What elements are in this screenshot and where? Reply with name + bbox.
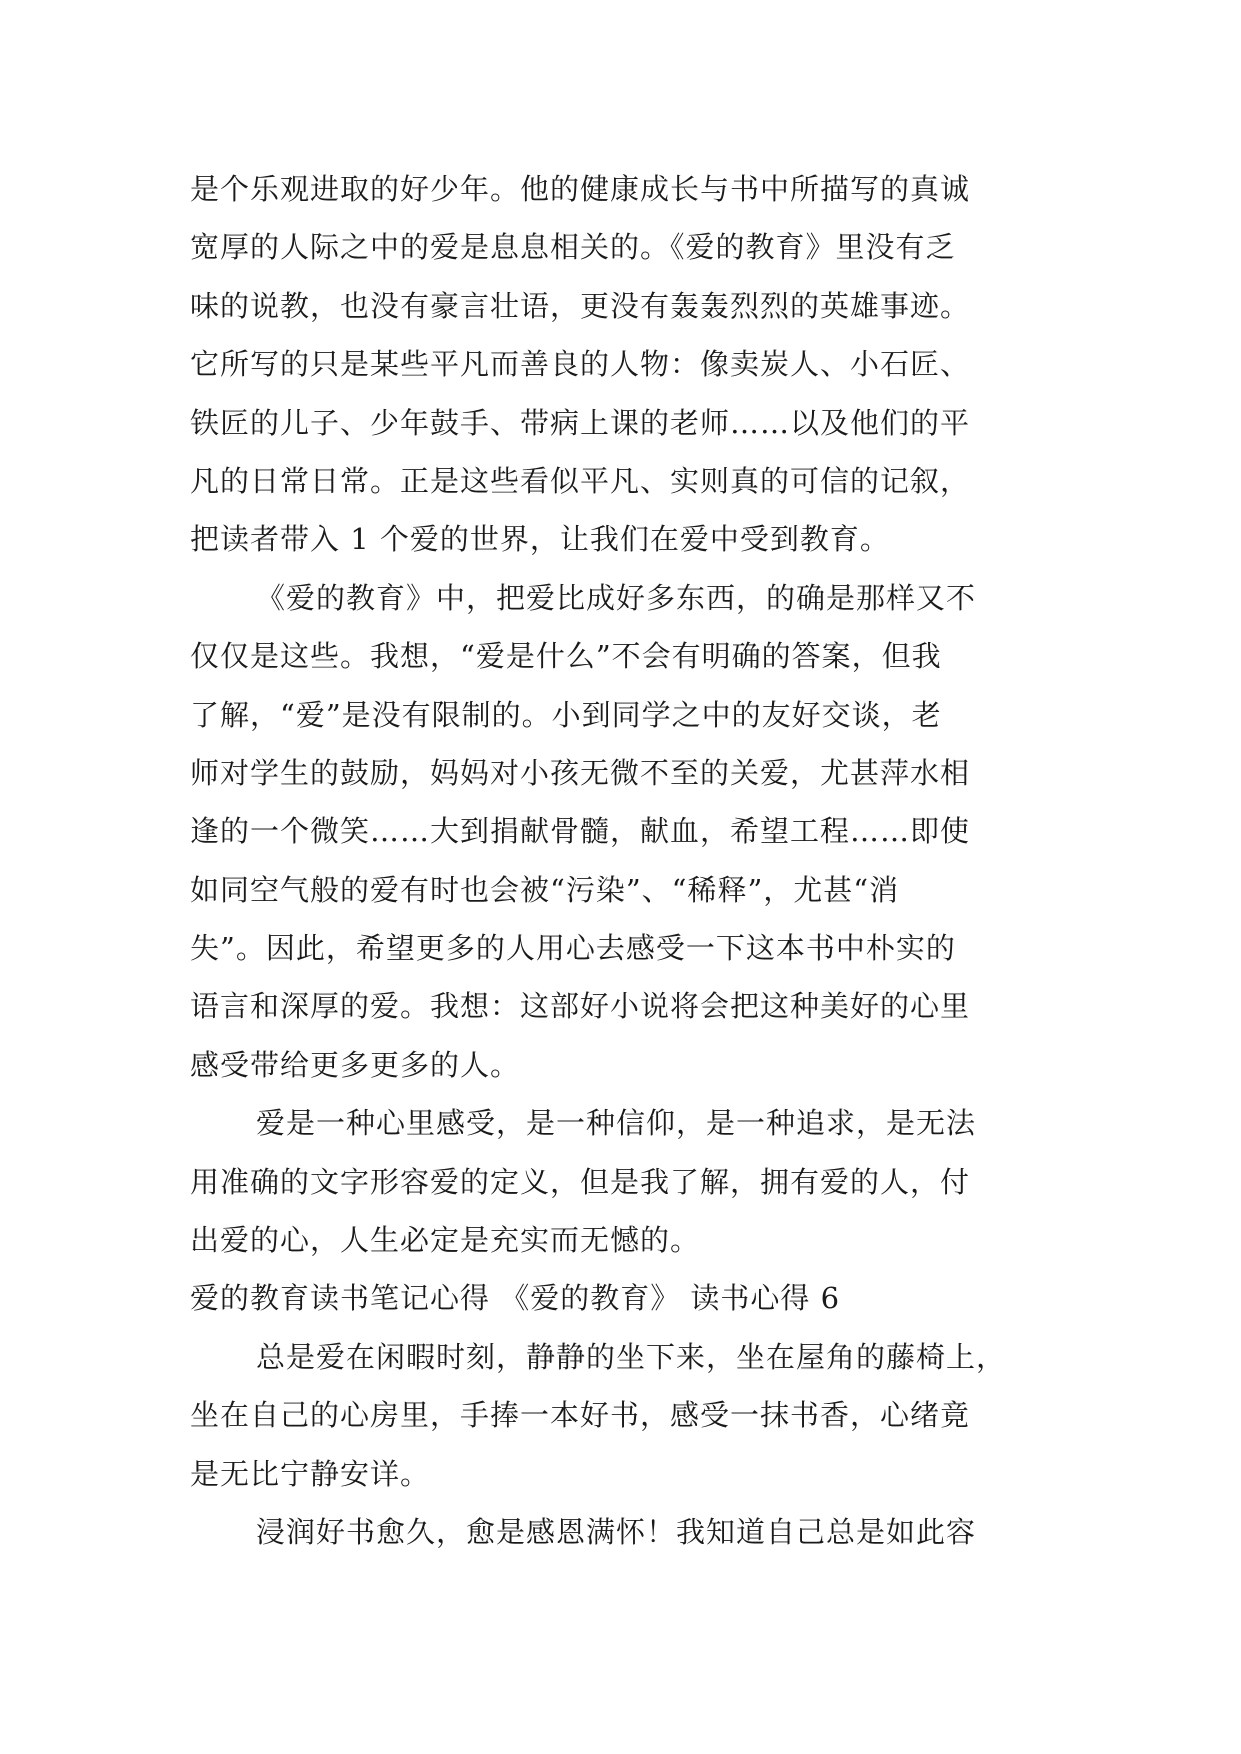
document-body: [190, 160, 1060, 1561]
text-line: 了解，“爱”是没有限制的。小到同学之中的友好交谈，老: [190, 697, 942, 732]
text-line: 师对学生的鼓励，妈妈对小孩无微不至的关爱，尤甚萍水相: [190, 755, 971, 790]
text-line: 如同空气般的爱有时也会被“污染”、“稀释”，尤甚“消: [190, 872, 900, 907]
text-line: 出爱的心，人生必定是充实而无憾的。: [190, 1223, 701, 1258]
text-line: 把读者带入 1 个爱的世界，让我们在爱中受到教育。: [190, 522, 890, 557]
paragraph-first-line: 浸润好书愈久，愈是感恩满怀！我知道自己总是如此容: [256, 1514, 977, 1549]
text-line: 味的说教，也没有豪言壮语，更没有轰轰烈烈的英雄事迹。: [190, 288, 971, 323]
text-line: 宽厚的人际之中的爱是息息相关的。《爱的教育》里没有乏: [190, 230, 956, 265]
text-line: 铁匠的儿子、少年鼓手、带病上课的老师……以及他们的平: [190, 405, 971, 440]
text-line: 仅仅是这些。我想，“爱是什么”不会有明确的答案，但我: [190, 639, 942, 674]
text-line: 逢的一个微笑……大到捐献骨髓，献血，希望工程……即使: [190, 814, 971, 849]
text-line: 感受带给更多更多的人。: [190, 1047, 521, 1082]
paragraph-first-line: 总是爱在闲暇时刻，静静的坐下来，坐在屋角的藤椅上，: [256, 1339, 1007, 1374]
text-line: 语言和深厚的爱。我想：这部好小说将会把这种美好的心里: [190, 989, 971, 1024]
text-line: 凡的日常日常。正是这些看似平凡、实则真的可信的记叙，: [190, 463, 971, 498]
section-heading: 爱的教育读书笔记心得 《爱的教育》 读书心得 6: [190, 1281, 841, 1316]
text-line: 用准确的文字形容爱的定义，但是我了解，拥有爱的人，付: [190, 1164, 971, 1199]
paragraph-first-line: 《爱的教育》中，把爱比成好多东西，的确是那样又不: [256, 580, 977, 615]
text-line: 坐在自己的心房里，手捧一本好书，感受一抹书香，心绪竟: [190, 1398, 971, 1433]
text-line: 失”。因此，希望更多的人用心去感受一下这本书中朴实的: [190, 931, 956, 966]
text-line: 是无比宁静安详。: [190, 1456, 431, 1491]
text-line: 是个乐观进取的好少年。他的健康成长与书中所描写的真诚: [190, 172, 971, 206]
paragraph-first-line: 爱是一种心里感受，是一种信仰，是一种追求，是无法: [256, 1106, 977, 1141]
text-line: 它所写的只是某些平凡而善良的人物：像卖炭人、小石匠、: [190, 347, 971, 382]
